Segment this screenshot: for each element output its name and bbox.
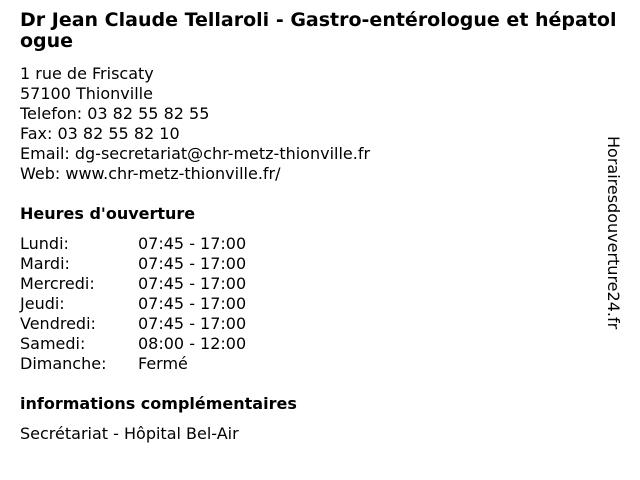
- page-title: Dr Jean Claude Tellaroli - Gastro-entérologue et hépatologue: [20, 9, 617, 52]
- email-address: Email: dg-secretariat@chr-metz-thionville.fr: [20, 144, 371, 163]
- website-address: Web: www.chr-metz-thionville.fr/: [20, 164, 281, 183]
- hours-row-monday: [20, 234, 246, 254]
- day-label: Mercredi:: [20, 274, 95, 293]
- time-value: Fermé: [138, 354, 188, 373]
- hours-row-thursday: [20, 294, 246, 314]
- hours-row-saturday: [20, 334, 246, 354]
- additional-info-heading: informations complémentaires: [20, 394, 297, 413]
- hours-row-wednesday: [20, 274, 246, 294]
- site-watermark: Horairesdouverture24.fr: [604, 136, 623, 330]
- city-address: 57100 Thionville: [20, 84, 153, 103]
- street-address: 1 rue de Friscaty: [20, 64, 154, 83]
- day-label: Jeudi:: [20, 294, 65, 313]
- time-value: 07:45 - 17:00: [138, 314, 247, 333]
- phone-number: Telefon: 03 82 55 82 55: [20, 104, 210, 123]
- address-block: [20, 64, 370, 184]
- time-value: 07:45 - 17:00: [138, 234, 247, 253]
- opening-hours-table: [20, 234, 246, 374]
- hours-row-friday: [20, 314, 246, 334]
- opening-hours-heading: Heures d'ouverture: [20, 204, 196, 223]
- day-label: Vendredi:: [20, 314, 96, 333]
- hours-row-tuesday: [20, 254, 246, 274]
- day-label: Mardi:: [20, 254, 70, 273]
- time-value: 07:45 - 17:00: [138, 294, 247, 313]
- day-label: Dimanche:: [20, 354, 107, 373]
- time-value: 07:45 - 17:00: [138, 254, 247, 273]
- fax-number: Fax: 03 82 55 82 10: [20, 124, 180, 143]
- time-value: 08:00 - 12:00: [138, 334, 247, 353]
- day-label: Lundi:: [20, 234, 69, 253]
- time-value: 07:45 - 17:00: [138, 274, 247, 293]
- additional-info-text: Secrétariat - Hôpital Bel-Air: [20, 424, 239, 443]
- hours-row-sunday: [20, 354, 246, 374]
- day-label: Samedi:: [20, 334, 86, 353]
